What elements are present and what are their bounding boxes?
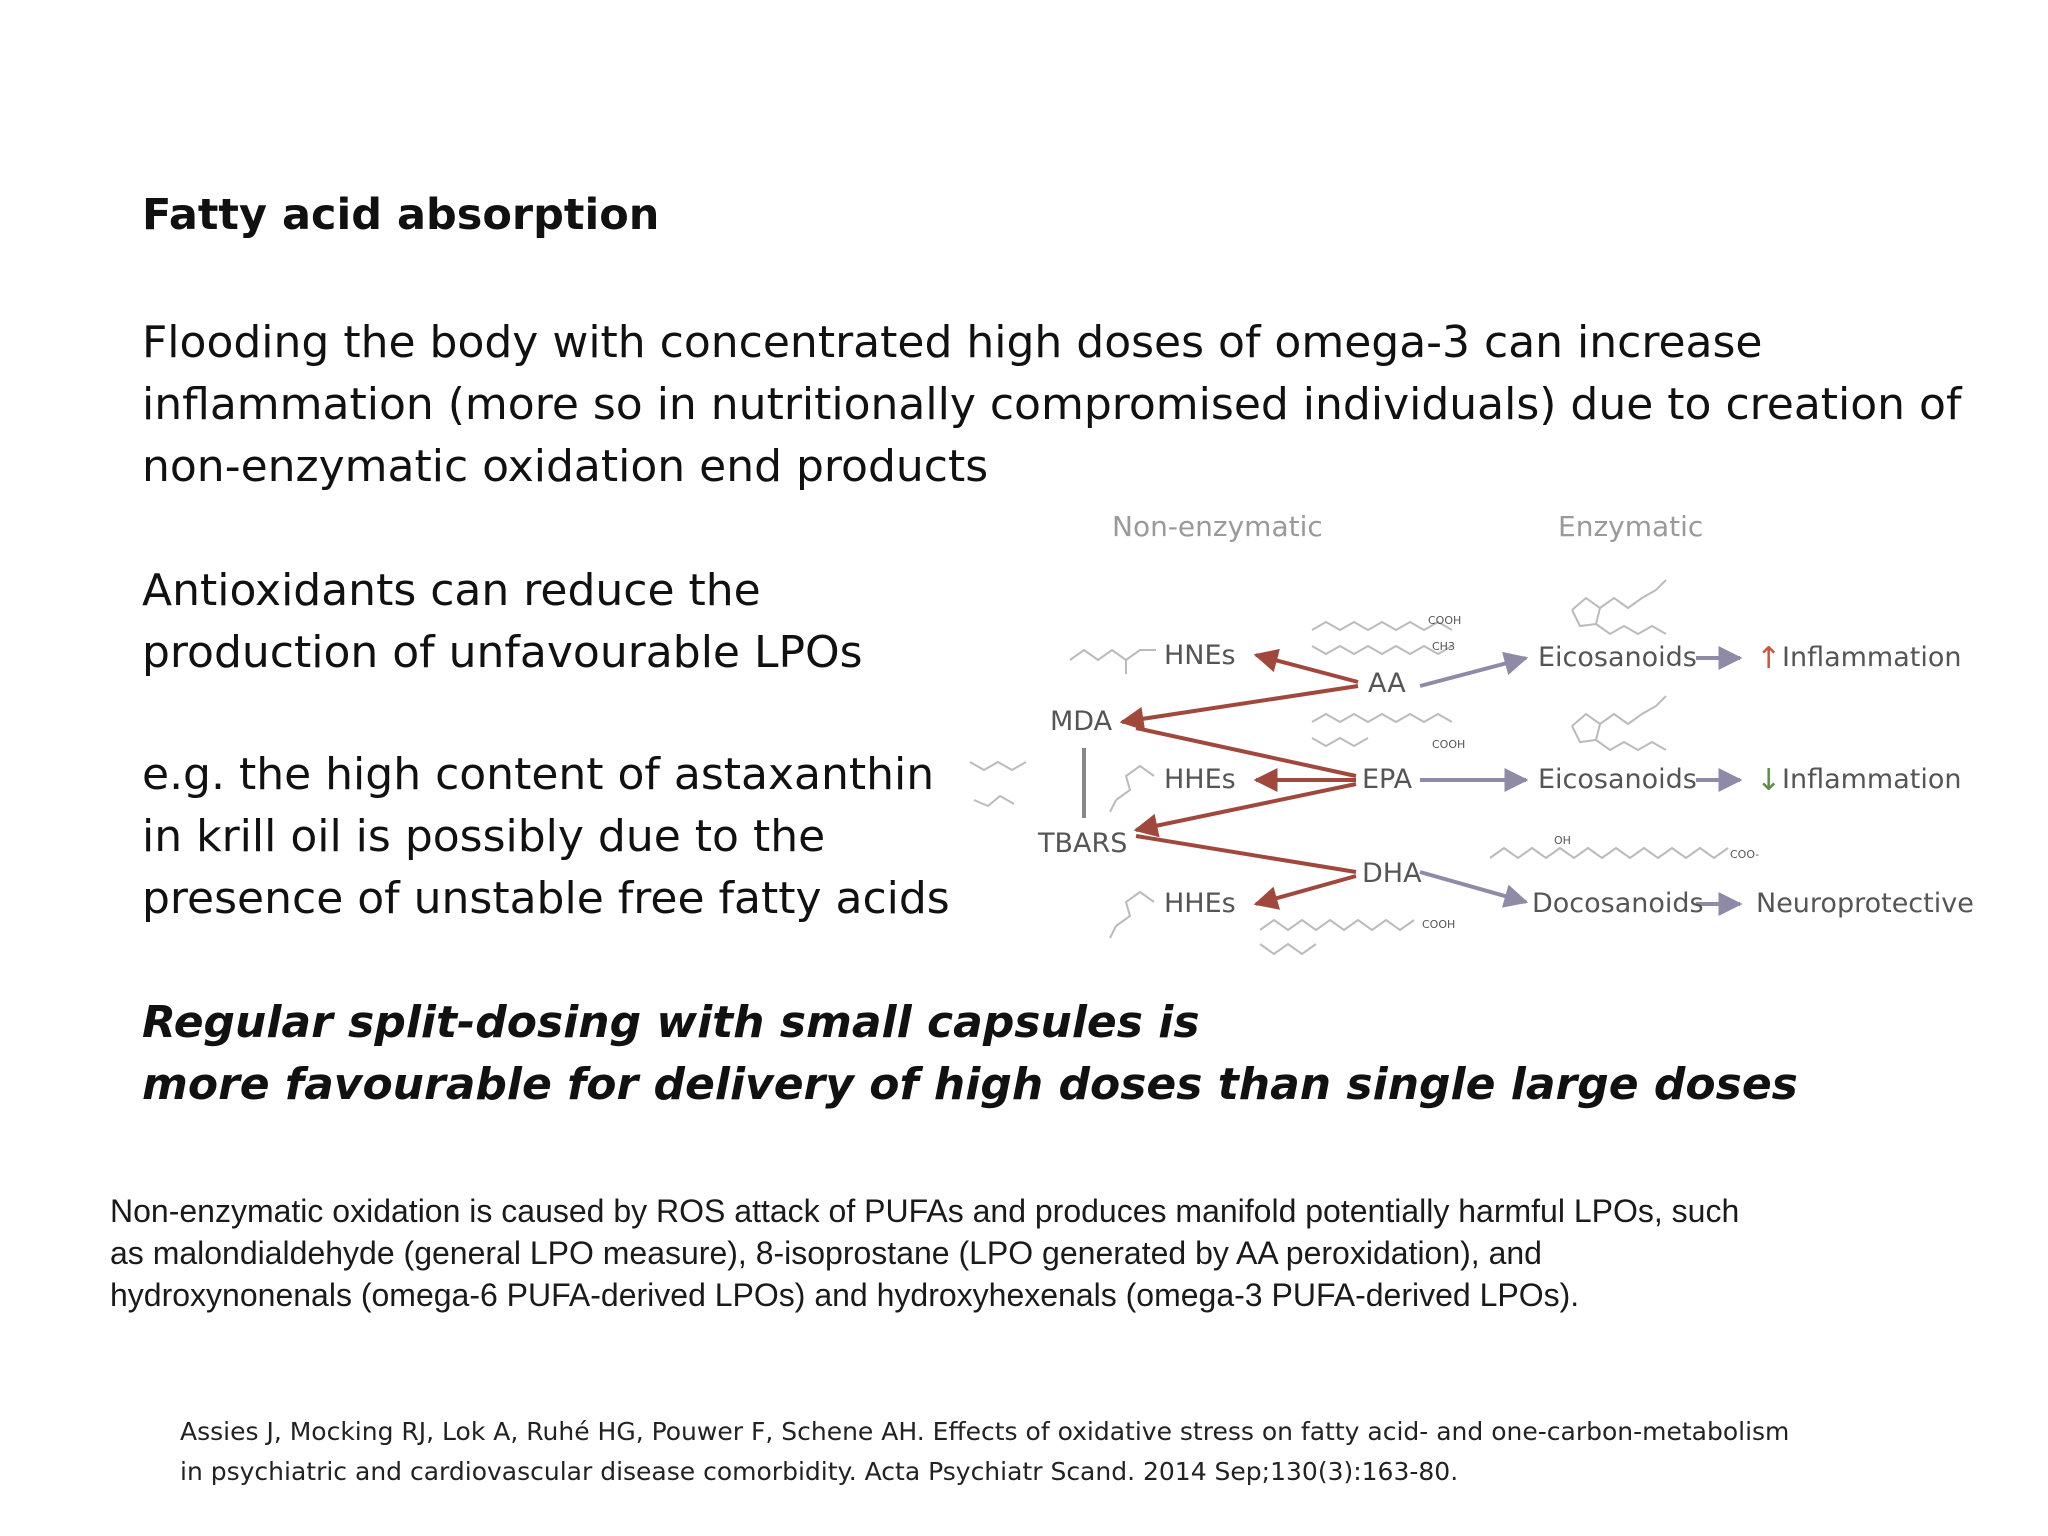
paragraph-line: inflammation (more so in nutritionally compromised individuals) due to creation of <box>142 379 1962 430</box>
aa-acid-label: COOH <box>1428 614 1462 627</box>
label-hnes: HNEs <box>1164 640 1236 671</box>
hhe-structure-icon <box>1110 766 1154 812</box>
docosanoid-acid-label: COO- <box>1730 848 1760 861</box>
down-arrow-icon: ↓ <box>1756 763 1782 798</box>
non-enzymatic-arrows <box>1122 655 1358 904</box>
arrow-dha-to-hhes <box>1256 876 1356 904</box>
conclusion-statement <box>142 992 1798 1116</box>
arrow-aa-to-hnes <box>1256 655 1358 682</box>
dha-acid-label: COOH <box>1422 918 1456 931</box>
citation-line: in psychiatric and cardiovascular disease comorbidity. Acta Psychiatr Scand. 2014 Sep;130(3):163-80. <box>180 1457 1459 1486</box>
epa-structure-icon <box>1312 714 1452 746</box>
label-inflammation-decrease: Inflammation <box>1782 764 1962 795</box>
header-non-enzymatic: Non-enzymatic <box>1112 510 1323 543</box>
lipid-peroxidation-diagram <box>960 500 1980 960</box>
label-aa: AA <box>1368 668 1406 699</box>
label-docosanoids: Docosanoids <box>1532 888 1704 919</box>
paragraph-line: non-enzymatic oxidation end products <box>142 441 989 492</box>
aa-methyl-label: CH3 <box>1432 640 1455 653</box>
label-mda: MDA <box>1050 706 1113 737</box>
hne-structure-icon <box>1070 650 1156 674</box>
docosanoid-oh-label: OH <box>1554 834 1571 847</box>
paragraph-antioxidants <box>142 560 863 684</box>
label-eicosanoids-aa: Eicosanoids <box>1538 642 1697 673</box>
diagram-canvas <box>960 500 1980 960</box>
arrow-tbars-to-dha <box>1136 836 1356 872</box>
paragraph-line: presence of unstable free fatty acids <box>142 873 950 924</box>
mda-structure-icon <box>970 762 1026 770</box>
docosanoid-structure-icon <box>1490 848 1728 858</box>
epa-acid-label: COOH <box>1432 738 1466 751</box>
citation-line: Assies J, Mocking RJ, Lok A, Ruhé HG, Pouwer F, Schene AH. Effects of oxidative stress on fatty acid- and one-carbon-metabolism <box>180 1417 1790 1446</box>
conclusion-line: more favourable for delivery of high doses than single large doses <box>142 1059 1798 1110</box>
label-dha: DHA <box>1362 858 1422 889</box>
paragraph-line: Flooding the body with concentrated high doses of omega-3 can increase <box>142 317 1763 368</box>
figure-caption <box>110 1190 1739 1316</box>
header-enzymatic: Enzymatic <box>1558 510 1704 543</box>
paragraph-line: Antioxidants can reduce the <box>142 565 761 616</box>
page-title: Fatty acid absorption <box>142 190 660 240</box>
caption-line: hydroxynonenals (omega-6 PUFA-derived LPOs) and hydroxyhexenals (omega-3 PUFA-derived LPOs). <box>110 1277 1580 1313</box>
paragraph-line: in krill oil is possibly due to the <box>142 811 826 862</box>
label-tbars: TBARS <box>1038 828 1128 859</box>
paragraph-astaxanthin <box>142 744 950 930</box>
arrow-aa-to-eicosanoids <box>1420 658 1526 686</box>
conclusion-line: Regular split-dosing with small capsules is <box>142 997 1200 1048</box>
up-arrow-icon: ↑ <box>1756 641 1782 676</box>
caption-line: Non-enzymatic oxidation is caused by ROS attack of PUFAs and produces manifold potentially harmful LPOs, such <box>110 1193 1740 1229</box>
tbars-structure-icon <box>974 796 1014 806</box>
citation <box>180 1412 1789 1492</box>
hhe-structure-icon <box>1110 892 1154 938</box>
label-neuroprotective: Neuroprotective <box>1756 888 1974 919</box>
label-inflammation-increase: Inflammation <box>1782 642 1962 673</box>
caption-line: as malondialdehyde (general LPO measure), 8-isoprostane (LPO generated by AA peroxidation), and <box>110 1235 1542 1271</box>
dha-structure-icon <box>1260 920 1414 954</box>
paragraph-line: production of unfavourable LPOs <box>142 627 863 678</box>
label-hhes-epa: HHEs <box>1164 764 1236 795</box>
label-hhes-dha: HHEs <box>1164 888 1236 919</box>
arrow-dha-to-docosanoids <box>1420 872 1526 902</box>
eicosanoid-structure-icon <box>1572 580 1666 634</box>
paragraph-line: e.g. the high content of astaxanthin <box>142 749 935 800</box>
eicosanoid-structure-icon <box>1572 696 1666 750</box>
paragraph-flooding <box>142 312 1961 498</box>
label-epa: EPA <box>1362 764 1413 795</box>
label-eicosanoids-epa: Eicosanoids <box>1538 764 1697 795</box>
